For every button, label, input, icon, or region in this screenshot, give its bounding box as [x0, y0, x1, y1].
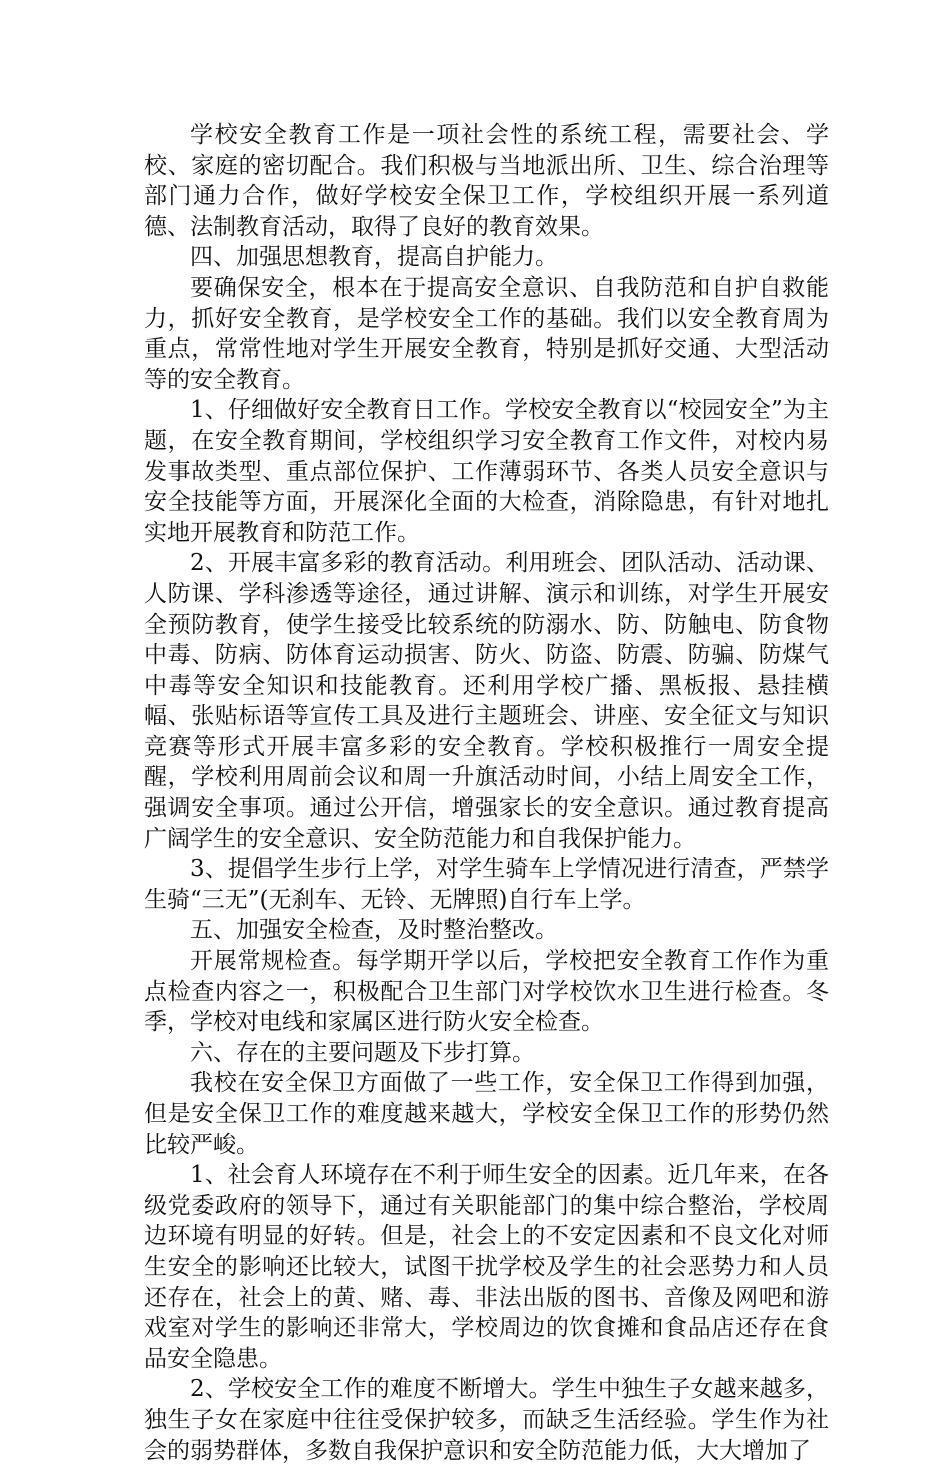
paragraph-routine-check: 开展常规检查。每学期开学以后，学校把安全教育工作作为重点检查内容之一，积极配合卫生部门对学校饮水卫生进行检查。冬季，学校对电线和家属区进行防火安全检查。 [144, 948, 829, 1036]
paragraph-item-3: 3、提倡学生步行上学，对学生骑车上学情况进行清查，严禁学生骑“三无”(无刹车、无铃、无牌照)自行车上学。 [144, 856, 829, 913]
heading-section-5: 五、加强安全检查，及时整治整改。 [190, 917, 558, 944]
paragraph-safety-awareness: 要确保安全，根本在于提高安全意识、自我防范和自护自救能力，抓好安全教育，是学校安全工作的基础。我们以安全教育周为重点，常常性地对学生开展安全教育，特别是抓好交通、大型活动等的安全教育。 [144, 274, 829, 393]
paragraph-intro: 学校安全教育工作是一项社会性的系统工程，需要社会、学校、家庭的密切配合。我们积极与当地派出所、卫生、综合治理等部门通力合作，做好学校安全保卫工作，学校组织开展一系列道德、法制教育活动，取得了良好的教育效果。 [144, 122, 829, 240]
heading-section-6: 六、存在的主要问题及下步打算。 [190, 1039, 535, 1066]
paragraph-problem-1: 1、社会育人环境存在不利于师生安全的因素。近几年来，在各级党委政府的领导下，通过有关职能部门的集中综合整治，学校周边环境有明显的好转。但是，社会上的不安定因素和不良文化对师生安全的影响还比较大，试图干扰学校及学生的社会恶势力和人员还存在，社会上的黄、赌、毒、非法出版的图书、音像及网吧和游戏室对学生的影响还非常大，学校周边的饮食摊和食品店还存在食品安全隐患。 [144, 1162, 829, 1372]
paragraph-item-2: 2、开展丰富多彩的教育活动。利用班会、团队活动、活动课、人防课、学科渗透等途径，通过讲解、演示和训练，对学生开展安全预防教育，使学生接受比较系统的防溺水、防、防触电、防食物中毒、防病、防体育运动损害、防火、防盗、防震、防骗、防煤气中毒等安全知识和技能教育。还利用学校广播、黑板报、悬挂横幅、张贴标语等宣传工具及进行主题班会、讲座、安全征文与知识竞赛等形式开展丰富多彩的安全教育。学校积极推行一周安全提醒，学校利用周前会议和周一升旗活动时间，小结上周安全工作，强调安全事项。通过公开信，增强家长的安全意识。通过教育提高广阔学生的安全意识、安全防范能力和自我保护能力。 [144, 550, 829, 852]
paragraph-item-1: 1、仔细做好安全教育日工作。学校安全教育以“校园安全”为主题，在安全教育期间，学校组织学习安全教育工作文件，对校内易发事故类型、重点部位保护、工作薄弱环节、各类人员安全意识与安全技能等方面，开展深化全面的大检查，消除隐患，有针对地扎实地开展教育和防范工作。 [144, 397, 829, 546]
paragraph-problem-2: 2、学校安全工作的难度不断增大。学生中独生子女越来越多，独生子女在家庭中往往受保护较多，而缺乏生活经验。学生作为社会的弱势群体，多数自我保护意识和安全防范能力低，大大增加了 [144, 1376, 829, 1464]
heading-section-4: 四、加强思想教育，提高自护能力。 [190, 244, 558, 271]
document-body [144, 120, 829, 1466]
paragraph-problems-intro: 我校在安全保卫方面做了一些工作，安全保卫工作得到加强，但是安全保卫工作的难度越来越大，学校安全保卫工作的形势仍然比较严峻。 [144, 1070, 829, 1158]
